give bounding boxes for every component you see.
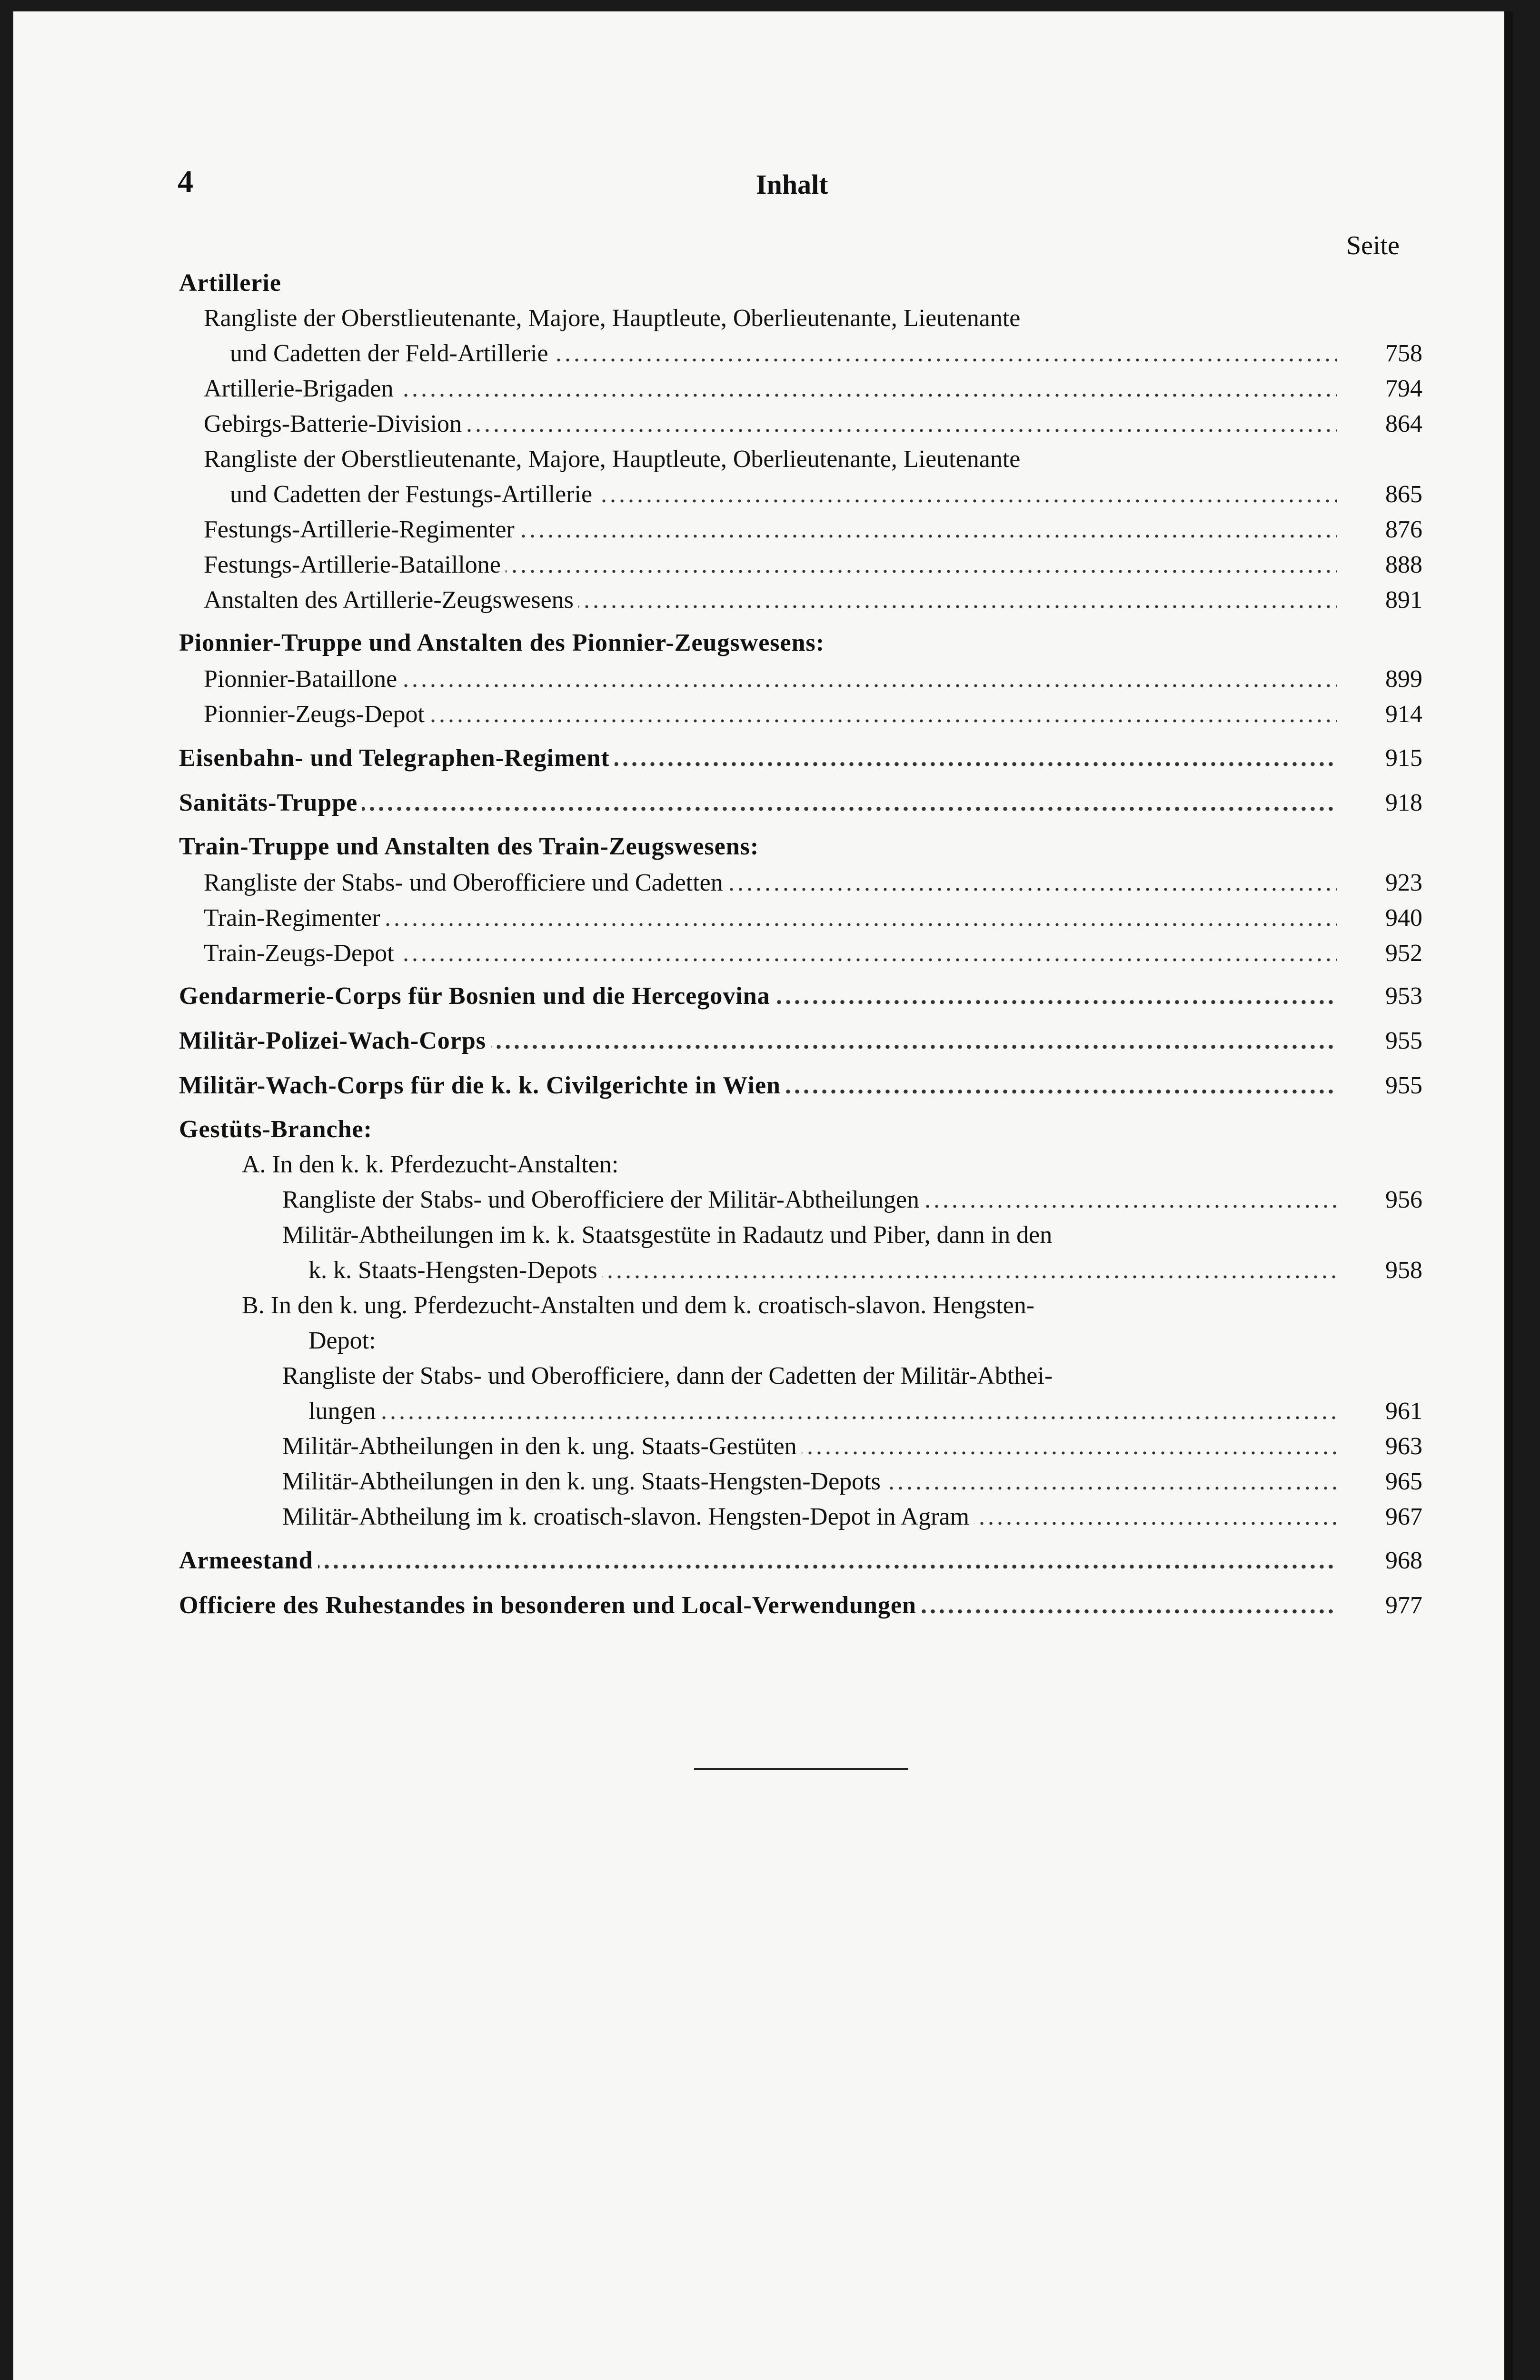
toc-subsection: Depot: <box>308 1323 1337 1359</box>
toc-section: Eisenbahn- und Telegraphen-Regiment ..... <box>179 741 1337 776</box>
toc-page: 965 <box>1385 1468 1422 1495</box>
toc-page: 967 <box>1385 1503 1422 1530</box>
toc-entry: lungen ..... <box>308 1394 1337 1429</box>
table-of-contents <box>13 11 1513 2380</box>
toc-entry: Rangliste der Stabs- und Oberofficiere und Cadetten ..... <box>204 865 1337 901</box>
toc-page: 963 <box>1385 1433 1422 1460</box>
toc-entry: Militär-Abtheilungen im k. k. Staatsgestüte in Radautz und Piber, dann in den <box>282 1218 1337 1253</box>
toc-page: 915 <box>1385 744 1422 772</box>
toc-entry: Train-Regimenter ..... <box>204 901 1337 936</box>
toc-page: 958 <box>1385 1257 1422 1284</box>
toc-entry: Rangliste der Oberstlieutenante, Majore, Hauptleute, Oberlieutenante, Lieutenante <box>204 442 1337 477</box>
toc-page: 940 <box>1385 904 1422 932</box>
toc-page: 953 <box>1385 982 1422 1010</box>
toc-page: 888 <box>1385 551 1422 578</box>
toc-page: 914 <box>1385 701 1422 728</box>
toc-page: 977 <box>1385 1592 1422 1619</box>
toc-page: 899 <box>1385 665 1422 693</box>
toc-page: 955 <box>1385 1072 1422 1099</box>
toc-entry: Gebirgs-Batterie-Division ..... <box>204 407 1337 442</box>
toc-section: Train-Truppe und Anstalten des Train-Zeugswesens: <box>179 829 1336 864</box>
toc-page: 955 <box>1385 1027 1422 1054</box>
toc-entry: Rangliste der Oberstlieutenante, Majore, Hauptleute, Oberlieutenante, Lieutenante <box>204 301 1337 336</box>
toc-page: 918 <box>1385 789 1422 816</box>
toc-subsection: A. In den k. k. Pferdezucht-Anstalten: <box>242 1147 1337 1182</box>
toc-page: 968 <box>1385 1547 1422 1574</box>
page-number: 4 <box>178 164 193 199</box>
toc-entry: Militär-Abtheilung im k. croatisch-slavon. Hengsten-Depot in Agram ..... <box>282 1499 1337 1535</box>
toc-entry: Rangliste der Stabs- und Oberofficiere der Militär-Abtheilungen ..... <box>282 1182 1337 1218</box>
document-page <box>13 11 1513 2380</box>
toc-section: Gendarmerie-Corps für Bosnien und die Hercegovina ..... <box>179 979 1337 1014</box>
toc-entry: Festungs-Artillerie-Regimenter ..... <box>204 512 1337 547</box>
toc-entry: Artillerie-Brigaden ..... <box>204 371 1337 407</box>
toc-page: 961 <box>1385 1398 1422 1425</box>
toc-section: Artillerie <box>179 266 1321 301</box>
toc-section: Gestüts-Branche: <box>179 1112 1336 1147</box>
closing-rule <box>694 1768 908 1770</box>
toc-section: Officiere des Ruhestandes in besonderen und Local-Verwendungen ..... <box>179 1588 1337 1623</box>
toc-entry: Train-Zeugs-Depot ..... <box>204 936 1337 971</box>
page-column-label: Seite <box>1346 231 1400 260</box>
toc-page: 952 <box>1385 940 1422 967</box>
toc-entry: und Cadetten der Feld-Artillerie ..... <box>230 336 1337 371</box>
toc-entry: und Cadetten der Festungs-Artillerie ..... <box>230 477 1337 512</box>
running-head: Inhalt <box>756 169 828 200</box>
toc-section: Sanitäts-Truppe ..... <box>179 785 1337 821</box>
toc-page: 923 <box>1385 869 1422 896</box>
toc-page: 794 <box>1385 375 1422 402</box>
toc-page: 891 <box>1385 586 1422 614</box>
toc-entry: Rangliste der Stabs- und Oberofficiere, dann der Cadetten der Militär-Abthei- <box>282 1359 1337 1394</box>
toc-subsection: B. In den k. ung. Pferdezucht-Anstalten und dem k. croatisch-slavon. Hengsten- <box>242 1288 1337 1323</box>
toc-page: 865 <box>1385 481 1422 508</box>
toc-page: 956 <box>1385 1186 1422 1213</box>
toc-section: Militär-Polizei-Wach-Corps ..... <box>179 1023 1337 1059</box>
toc-entry: Anstalten des Artillerie-Zeugswesens ..... <box>204 583 1337 618</box>
toc-section: Armeestand ..... <box>179 1543 1337 1578</box>
toc-entry: Militär-Abtheilungen in den k. ung. Staats-Gestüten ..... <box>282 1429 1337 1464</box>
toc-entry: Militär-Abtheilungen in den k. ung. Staats-Hengsten-Depots ..... <box>282 1464 1337 1499</box>
toc-section: Militär-Wach-Corps für die k. k. Civilgerichte in Wien ..... <box>179 1068 1337 1103</box>
toc-page: 864 <box>1385 410 1422 437</box>
toc-page: 876 <box>1385 516 1422 543</box>
toc-entry: Pionnier-Bataillone ..... <box>204 662 1337 697</box>
toc-entry: Festungs-Artillerie-Bataillone ..... <box>204 547 1337 583</box>
toc-section: Pionnier-Truppe und Anstalten des Pionnier-Zeugswesens: <box>179 625 1336 661</box>
toc-page: 758 <box>1385 340 1422 367</box>
toc-entry: Pionnier-Zeugs-Depot ..... <box>204 697 1337 732</box>
toc-entry: k. k. Staats-Hengsten-Depots ..... <box>308 1253 1337 1288</box>
page-edge <box>1504 11 1513 2380</box>
